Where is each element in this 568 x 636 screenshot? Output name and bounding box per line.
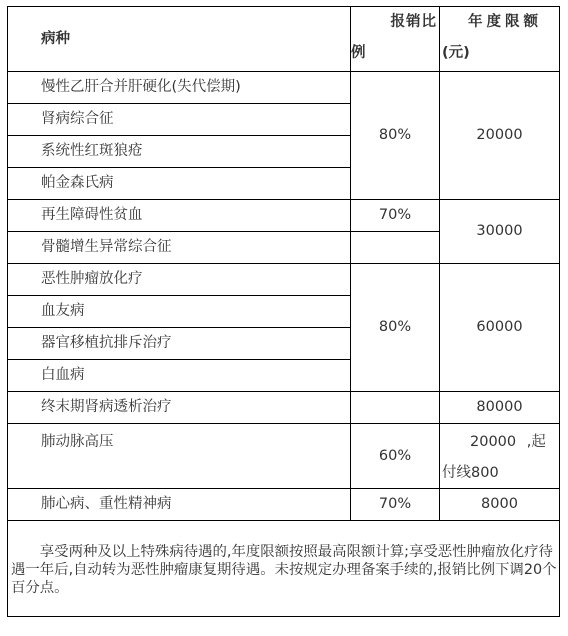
special-disease-table xyxy=(7,6,560,617)
header-limit-line1: 年度限额 xyxy=(468,14,542,30)
limit-value: 8000 xyxy=(440,489,560,521)
ratio-value: 70% xyxy=(351,200,440,232)
disease-name: 系统性红斑狼疮 xyxy=(8,136,351,168)
ratio-value: 80% xyxy=(351,264,440,392)
limit-value: 60000 xyxy=(440,264,560,392)
header-disease: 病种 xyxy=(8,7,351,72)
header-limit-line2: (元) xyxy=(442,45,470,61)
disease-name: 器官移植抗排斥治疗 xyxy=(8,328,351,360)
limit-value: 20000 xyxy=(440,72,560,200)
disease-name: 白血病 xyxy=(8,360,351,392)
empty-ratio-cell xyxy=(351,232,440,264)
disease-name: 血友病 xyxy=(8,296,351,328)
header-limit xyxy=(440,7,560,72)
ratio-value: 80% xyxy=(351,72,440,200)
header-ratio-line2: 例 xyxy=(351,45,366,61)
ratio-value: 60% xyxy=(351,424,440,489)
table-row xyxy=(8,424,560,489)
disease-name: 帕金森氏病 xyxy=(8,168,351,200)
disease-name: 终末期肾病透析治疗 xyxy=(8,392,351,424)
disease-name: 肺动脉高压 xyxy=(8,424,351,489)
disease-name: 恶性肿瘤放化疗 xyxy=(8,264,351,296)
table-note: 享受两种及以上特殊病待遇的,年度限额按照最高限额计算;享受恶性肿瘤放化疗待遇一年后,自动转为恶性肿瘤康复期待遇。未按规定办理备案手续的,报销比例下调20个百分点。 xyxy=(8,521,560,617)
empty-ratio-cell xyxy=(351,392,440,424)
table-header-row xyxy=(8,7,560,72)
limit-value-with-threshold xyxy=(440,424,560,489)
limit-value-part1: 20000 ,起 xyxy=(470,434,546,450)
disease-name: 骨髓增生异常综合征 xyxy=(8,232,351,264)
disease-name: 肺心病、重性精神病 xyxy=(8,489,351,521)
table-row xyxy=(8,72,560,104)
limit-value-part2: 付线800 xyxy=(442,465,499,481)
table-row xyxy=(8,489,560,521)
table-row xyxy=(8,392,560,424)
ratio-value: 70% xyxy=(351,489,440,521)
disease-name: 再生障碍性贫血 xyxy=(8,200,351,232)
disease-name: 肾病综合征 xyxy=(8,104,351,136)
table-row xyxy=(8,264,560,296)
limit-value: 80000 xyxy=(440,392,560,424)
disease-name: 慢性乙肝合并肝硬化(失代偿期) xyxy=(8,72,351,104)
table-row xyxy=(8,200,560,232)
header-ratio-line1: 报销比 xyxy=(390,14,437,30)
note-row xyxy=(8,521,560,617)
header-ratio xyxy=(351,7,440,72)
limit-value: 30000 xyxy=(440,200,560,264)
